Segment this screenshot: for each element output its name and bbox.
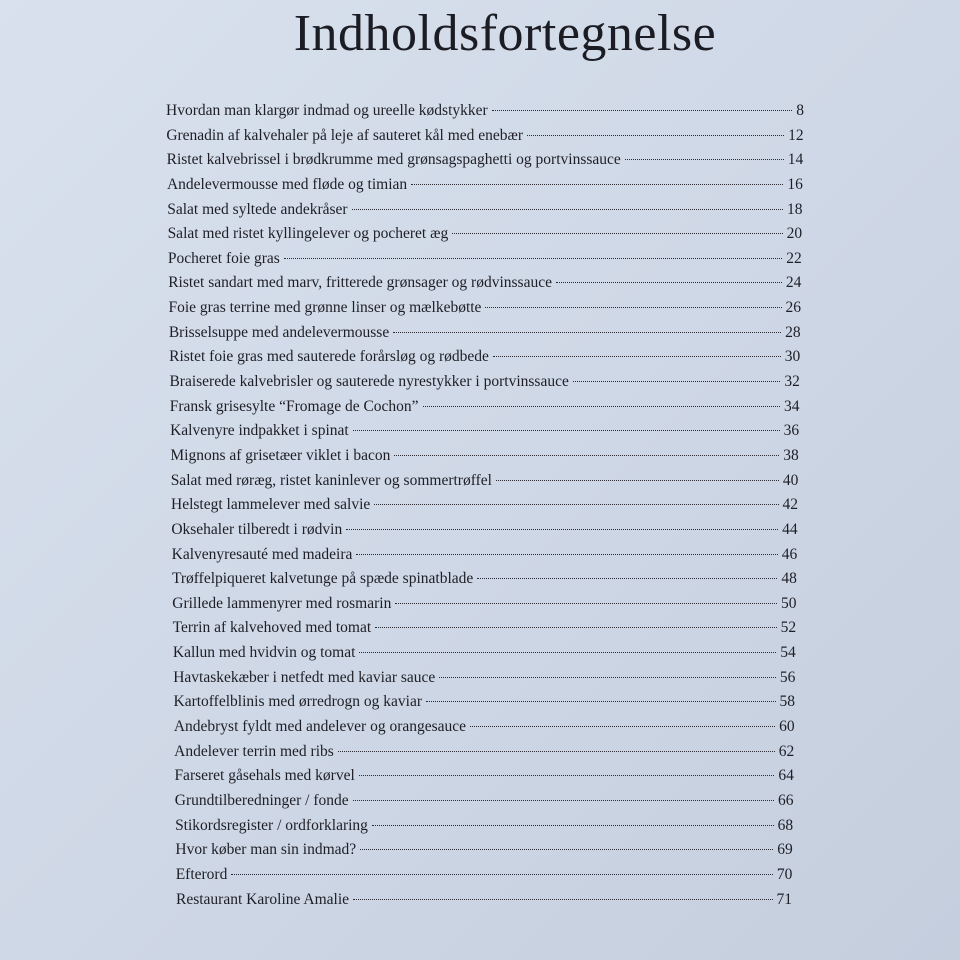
toc-dot-leader (372, 825, 774, 826)
toc-entry (171, 493, 798, 518)
page-title: Indholdsfortegnelse (293, 5, 717, 62)
toc-entry (175, 814, 793, 839)
toc-entry-title: Pocheret foie gras (167, 249, 280, 267)
toc-dot-leader (423, 406, 780, 407)
toc-entry (175, 789, 794, 814)
table-of-contents (0, 99, 960, 912)
toc-dot-leader (375, 627, 776, 628)
toc-entry-page-number: 34 (784, 397, 800, 415)
toc-entry-title: Oksehaler tilberedt i rødvin (171, 520, 343, 538)
toc-entry-title: Braiserede kalvebrisler og sauterede nyrestykker i portvinssauce (169, 373, 569, 391)
toc-entry-title: Hvor køber man sin indmad? (175, 841, 357, 859)
toc-entry (168, 271, 801, 296)
toc-dot-leader (352, 209, 783, 210)
toc-entry-title: Andelevermousse med fløde og timian (166, 175, 408, 193)
toc-entry (174, 715, 795, 740)
toc-entry-title: Ristet foie gras med sauterede forårsløg og rødbede (169, 348, 489, 366)
toc-entry-page-number: 60 (779, 718, 795, 736)
toc-entry-page-number: 54 (780, 644, 796, 662)
toc-dot-leader (496, 480, 779, 481)
toc-entry (170, 419, 799, 444)
toc-entry (173, 666, 795, 691)
toc-entry-page-number: 40 (782, 471, 799, 489)
toc-dot-leader (485, 307, 781, 308)
toc-entry-title: Hvordan man klargør indmad og ureelle kødstykker (166, 102, 488, 119)
toc-entry (174, 740, 794, 765)
toc-dot-leader (356, 554, 777, 555)
toc-entry-page-number: 56 (779, 668, 796, 686)
toc-entry-page-number: 18 (787, 200, 803, 218)
toc-entry-title: Grundtilberedninger / fonde (174, 791, 349, 809)
toc-entry (169, 321, 801, 346)
toc-entry (169, 370, 799, 395)
toc-entry-title: Kalvenyre indpakket i spinat (170, 422, 349, 440)
toc-entry-page-number: 46 (781, 545, 798, 563)
toc-entry-page-number: 38 (783, 446, 799, 464)
toc-entry (172, 543, 798, 568)
toc-entry (176, 863, 793, 888)
toc-entry (169, 345, 800, 370)
toc-entry (171, 518, 797, 543)
toc-entry-page-number: 44 (782, 520, 798, 538)
toc-entry (168, 222, 803, 247)
toc-entry-title: Fransk grisesylte “Fromage de Cochon” (169, 397, 419, 415)
toc-entry-page-number: 36 (783, 422, 800, 440)
toc-entry-page-number: 52 (780, 619, 797, 637)
toc-entry (170, 444, 798, 469)
toc-entry (167, 173, 803, 198)
toc-entry-title: Salat med røræg, ristet kaninlever og sommertrøffel (170, 471, 492, 489)
toc-dot-leader (411, 184, 783, 185)
toc-entry-page-number: 12 (788, 126, 804, 144)
toc-entry-page-number: 58 (779, 693, 795, 711)
toc-entry (167, 148, 804, 173)
toc-dot-leader (393, 332, 781, 333)
toc-entry-title: Foie gras terrine med grønne linser og mælkebøtte (168, 299, 482, 317)
toc-dot-leader (360, 849, 773, 850)
toc-entry-page-number: 62 (778, 742, 795, 760)
toc-entry-title: Helstegt lammelever med salvie (171, 496, 371, 514)
toc-entry-page-number: 26 (785, 299, 801, 317)
toc-entry (176, 888, 792, 913)
toc-dot-leader (452, 233, 782, 234)
toc-dot-leader (284, 258, 782, 259)
toc-entry-page-number: 50 (781, 594, 797, 612)
toc-dot-leader (353, 800, 774, 801)
toc-dot-leader (338, 751, 775, 752)
toc-entry-page-number: 30 (784, 348, 801, 366)
toc-dot-leader (625, 159, 784, 160)
toc-entry-page-number: 68 (777, 816, 794, 834)
toc-entry-title: Restaurant Karoline Amalie (176, 890, 350, 908)
toc-dot-leader (353, 430, 780, 431)
toc-entry-page-number: 14 (787, 151, 804, 169)
toc-entry-page-number: 16 (787, 175, 803, 193)
toc-dot-leader (359, 652, 776, 653)
toc-dot-leader (527, 135, 784, 136)
toc-entry-title: Trøffelpiqueret kalvetunge på spæde spinatblade (171, 570, 474, 588)
toc-dot-leader (573, 381, 781, 382)
toc-entry (171, 469, 799, 494)
toc-dot-leader (426, 701, 776, 702)
toc-dot-leader (493, 356, 781, 357)
toc-dot-leader (395, 603, 777, 604)
toc-entry (173, 616, 797, 641)
toc-entry-title: Andelever terrin med ribs (174, 742, 334, 760)
toc-entry-page-number: 28 (785, 323, 801, 341)
toc-dot-leader (556, 282, 782, 283)
toc-entry (168, 247, 802, 272)
toc-entry-title: Ristet kalvebrissel i brødkrumme med grønsagspaghetti og portvinssauce (166, 151, 621, 169)
toc-entry-page-number: 42 (782, 496, 798, 514)
toc-entry (172, 592, 796, 617)
toc-entry-title: Ristet sandart med marv, fritterede grønsager og rødvinssauce (168, 274, 552, 292)
toc-entry-title: Farseret gåsehals med kørvel (174, 767, 355, 785)
toc-entry-page-number: 32 (784, 373, 800, 391)
toc-entry-title: Terrin af kalvehoved med tomat (172, 619, 372, 637)
toc-dot-leader (470, 726, 775, 727)
toc-dot-leader (477, 578, 777, 579)
toc-entry (173, 641, 796, 666)
toc-dot-leader (346, 529, 778, 530)
toc-entry (175, 838, 792, 863)
toc-entry-title: Kartoffelblinis med ørredrogn og kaviar (173, 693, 422, 711)
toc-entry-page-number: 22 (786, 249, 802, 267)
toc-dot-leader (374, 504, 778, 505)
toc-entry (169, 296, 802, 321)
toc-entry-page-number: 69 (777, 841, 793, 859)
toc-entry-title: Grillede lammenyrer med rosmarin (172, 594, 392, 612)
toc-entry-page-number: 70 (776, 865, 793, 883)
toc-entry (166, 124, 803, 149)
toc-dot-leader (492, 110, 793, 111)
toc-entry-title: Kallun med hvidvin og tomat (172, 644, 356, 662)
toc-entry-page-number: 20 (786, 225, 803, 243)
toc-entry-title: Efterord (175, 865, 228, 883)
toc-entry-title: Brisselsuppe med andelevermousse (168, 323, 390, 341)
toc-dot-leader (231, 874, 773, 875)
toc-entry-title: Stikordsregister / ordforklaring (175, 816, 368, 834)
toc-dot-leader (394, 455, 779, 456)
toc-entry (174, 764, 793, 789)
toc-entry (170, 395, 800, 420)
toc-entry-page-number: 24 (785, 274, 802, 292)
toc-entry-page-number: 64 (778, 767, 794, 785)
toc-entry-page-number: 66 (778, 791, 794, 809)
toc-entry (172, 567, 797, 592)
toc-entry-title: Andebryst fyldt med andelever og orangesauce (173, 718, 467, 736)
toc-entry-page-number: 48 (781, 570, 797, 588)
toc-dot-leader (353, 899, 772, 900)
toc-entry-title: Grenadin af kalvehaler på leje af sauteret kål med enebær (166, 126, 524, 144)
toc-dot-leader (359, 775, 775, 776)
toc-entry-title: Salat med syltede andekråser (167, 200, 348, 218)
toc-dot-leader (439, 677, 776, 678)
toc-entry-title: Salat med ristet kyllingelever og pocheret æg (167, 225, 449, 243)
toc-entry-page-number: 8 (796, 102, 804, 119)
toc-entry-title: Kalvenyresauté med madeira (171, 545, 353, 563)
toc-entry (167, 198, 802, 223)
toc-entry (166, 99, 804, 124)
toc-entry-page-number: 71 (776, 890, 792, 908)
toc-entry-title: Havtaskekæber i netfedt med kaviar sauce (173, 668, 436, 686)
toc-entry-title: Mignons af grisetæer viklet i bacon (170, 446, 391, 464)
toc-entry (174, 690, 796, 715)
